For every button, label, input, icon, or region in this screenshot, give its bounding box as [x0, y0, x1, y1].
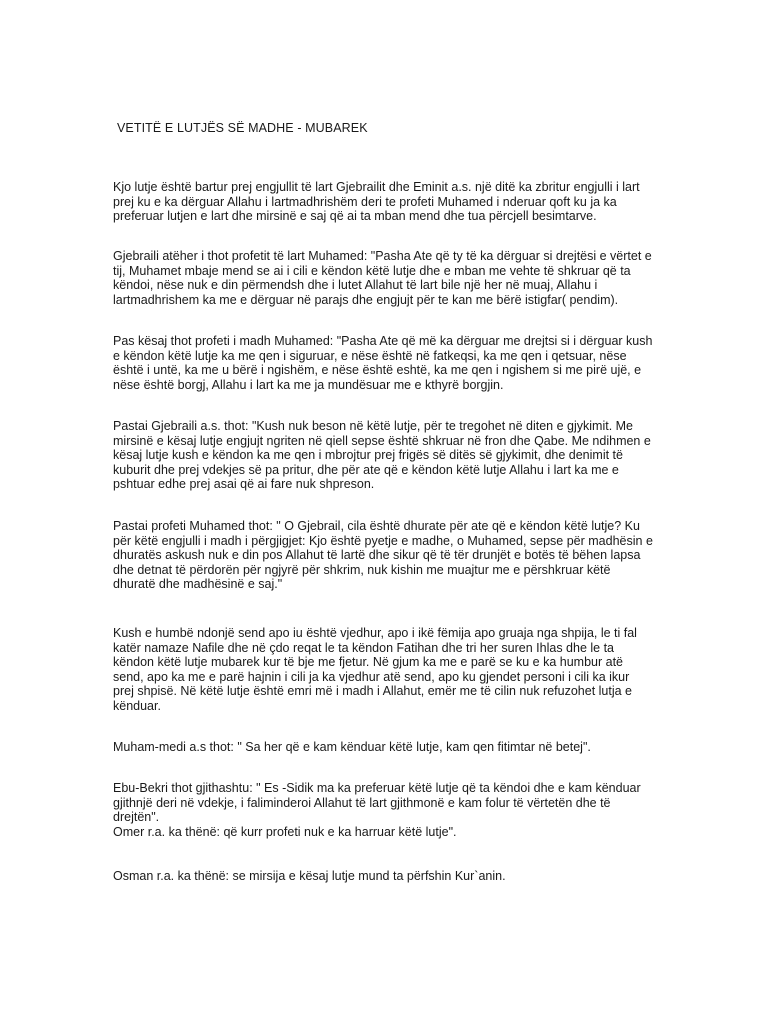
text-line: Osman r.a. ka thënë: se mirsija e kësaj lutje mund ta përfshin Kur`anin. [113, 869, 506, 883]
text-line: është i untë, ka me u bërë i ngishëm, e nëse është eshtë, ka me qen i ngishem si me pirë ujë, e [113, 363, 642, 378]
text-line: nëse është borgj, Allahu i lart ka me ja mundësuar me e kthyrë borgjin. [113, 377, 504, 392]
text-line: Omer r.a. ka thënë: që kurr profeti nuk e ka harruar këtë lutje". [113, 824, 457, 839]
text-line: Ebu-Bekri thot gjithashtu: " Es -Sidik ma ka preferuar këtë lutje që ta këndoi dhe e kam kënduar [113, 781, 641, 795]
text-line: Kjo lutje është bartur prej engjullit të lart Gjebrailit dhe Eminit a.s. një ditë ka zbritur engjulli i lart [113, 180, 640, 194]
text-line: lartmadhrishem ka me e dërguar në parajs dhe engjujt për te kan me bërë istigfar( pendim). [113, 292, 619, 307]
paragraph-2 [113, 249, 673, 307]
paragraph-1 [113, 180, 673, 224]
text-line: katër namaze Nafile dhe në çdo reqat le ta këndon Fatihan dhe tri her suren Ihlas dhe le ta [113, 640, 615, 655]
paragraph-6 [113, 626, 673, 714]
text-line: kënduar. [113, 698, 161, 713]
text-line: Pas kësaj thot profeti i madh Muhamed: "Pasha Ate që më ka dërguar me drejtsi si i dërguar kush [113, 334, 653, 348]
text-line: Muham-medi a.s thot: " Sa her që e kam kënduar këtë lutje, kam qen fitimtar në betej". [113, 740, 591, 754]
paragraph-5 [113, 519, 673, 592]
text-line: pshtuar edhe prej asai që ai fare nuk shpreson. [113, 477, 375, 492]
document-title: VETITË E LUTJËS SË MADHE - MUBAREK [117, 121, 368, 135]
paragraph-4 [113, 419, 673, 492]
text-line: prej shpisë. Në këtë lutje është emri më i madh i Allahut, emër me të cilin nuk refuzohet lutja e [113, 684, 633, 699]
paragraph-7 [113, 740, 673, 755]
text-line: mirsinë e kësaj lutje engjujt ngriten në qiell sepse është shkruar në fron dhe Qabe. Me ndihmen e [113, 433, 651, 448]
text-line: gjithnjë deri në vdekje, i faliminderoi Allahut të lart gjithmonë e kam folur të vërtetën dhe të [113, 795, 611, 810]
paragraph-3 [113, 334, 673, 392]
text-line: prej ku e ka dërguar Allahu i lartmadhrishëm deri te profeti Muhamed i nderuar qoft ku ja ka [113, 194, 617, 209]
text-line: Pastai Gjebraili a.s. thot: "Kush nuk beson në këtë lutje, për te tregohet në diten e gjykimit. Me [113, 419, 634, 433]
paragraph-8 [113, 781, 673, 839]
text-line: këndoi, nëse nuk e din përmendsh dhe i lutet Allahut të lart bile një her në muaj, Allahu i [113, 278, 598, 293]
text-line: për këtë engjulli i madh i përgjigjet: Kjo është pyetje e madhe, o Muhamed, sepse për madhësin e [113, 533, 653, 548]
text-line: preferuar lutjen e lart dhe mirsinë e saj që ai ta mban mend dhe tua përcjell besimtarve. [113, 209, 597, 224]
text-line: e këndon këtë lutje ka me qen i siguruar, e nëse është në fatkeqsi, ka me qen i qetsuar, nëse [113, 348, 627, 363]
text-line: Kush e humbë ndonjë send apo iu është vjedhur, apo i ikë fëmija apo gruaja nga shpija, le ti fal [113, 626, 637, 640]
text-line: këndon këtë lutje mubarek kur të bje me fjetur. Në gjum ka me e parë se ku e ka humbur atë [113, 655, 623, 670]
text-line: dhuratë dhe madhësinë e saj." [113, 577, 283, 592]
text-line: Gjebraili atëher i thot profetit të lart Muhamed: "Pasha Ate që ty të ka dërguar si drejtësi e vërtet e [113, 249, 652, 263]
text-line: tij, Muhamet mbaje mend se ai i cili e këndon këtë lutje dhe e mban me vehte të shkruar që ta [113, 263, 631, 278]
text-line: send, apo ka me e parë hajnin i cili ja ka vjedhur atë send, apo ku gjendet personi i cili ka ikur [113, 669, 630, 684]
paragraph-9 [113, 869, 673, 884]
text-line: drejtën". [113, 810, 160, 825]
text-line: dhuratës askush nuk e din pos Allahut të lartë dhe sikur që të tër drunjët e botës të bëhen lapsa [113, 548, 641, 563]
text-line: kuburit dhe prej vdekjes së pa pritur, dhe për ate që e këndon këtë lutje Allahu i lart ka me e [113, 462, 619, 477]
text-line: Pastai profeti Muhamed thot: " O Gjebrail, cila është dhurate për ate që e këndon këtë lutje? Ku [113, 519, 640, 533]
text-line: dhe detnat të përdorën për ngjyrë për shkrim, nuk kishin me muajtur me e përshkruar këtë [113, 562, 611, 577]
text-line: kësaj lutje kush e këndon ka me qen i mbrojtur prej frigës së ditës së gjykimit, dhe denimit të [113, 448, 623, 463]
